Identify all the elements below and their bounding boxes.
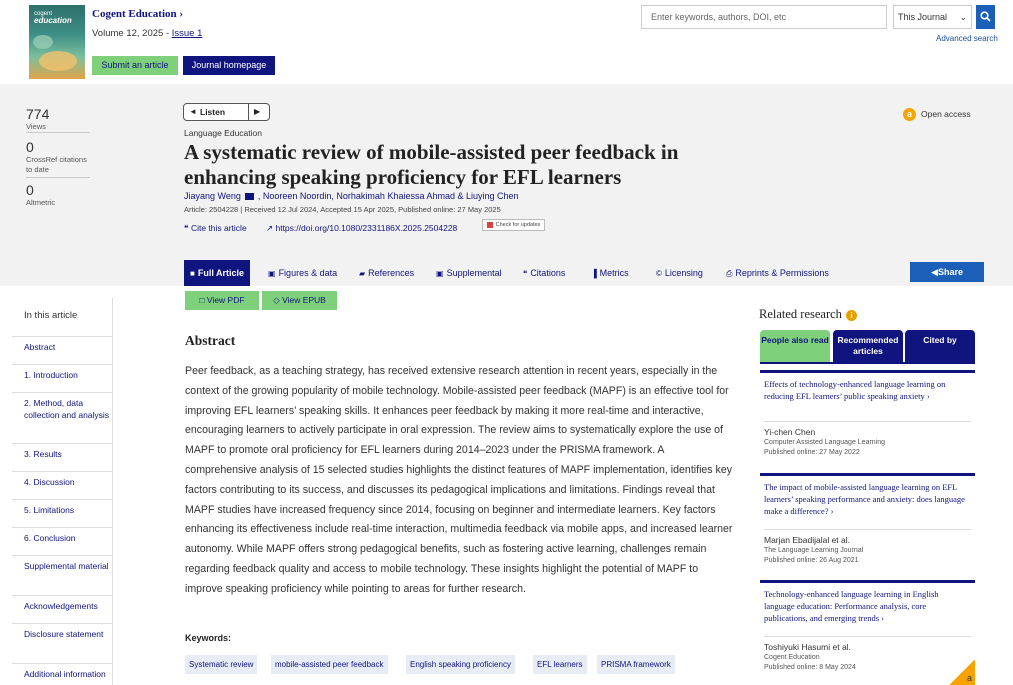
keyword-chip[interactable]: PRISMA framework — [597, 655, 675, 674]
view-pdf-label: View PDF — [206, 295, 245, 305]
metric-value: 774 — [26, 106, 50, 122]
tab-label: Supplemental — [446, 268, 502, 278]
quote-icon: ❝ — [184, 223, 191, 233]
toc-item[interactable]: 1. Introduction — [12, 364, 112, 392]
related-article-author: Yi-chen Chen — [764, 427, 816, 437]
submit-article-button[interactable]: Submit an article — [92, 56, 178, 75]
tab-label: Citations — [530, 268, 566, 278]
cover-journal-name: education — [34, 16, 72, 25]
related-article-title[interactable]: The impact of mobile-assisted language learning on EFL learners’ speaking performance and anxiety: does language make a difference? › — [764, 482, 965, 516]
view-epub-button[interactable] — [262, 291, 337, 310]
cover-art-shape — [33, 35, 53, 49]
open-access-label: Open access — [921, 108, 971, 119]
plus-square-icon: ▣ — [436, 269, 444, 278]
envelope-icon[interactable] — [245, 193, 254, 200]
copyright-icon: © — [656, 269, 662, 278]
tab-recommended-articles[interactable]: Recommended articles — [833, 330, 903, 362]
metric-views — [26, 106, 90, 133]
external-link-icon: ↗ — [266, 223, 276, 233]
author-list — [184, 191, 519, 201]
metric-label: Altmetric — [26, 198, 56, 207]
volume-issue — [92, 28, 202, 39]
print-icon: ⎙ — [726, 269, 733, 278]
view-pdf-button[interactable] — [185, 291, 259, 310]
cite-label: Cite this article — [190, 223, 247, 233]
info-icon[interactable]: i — [846, 310, 857, 321]
image-icon: ▣ — [268, 269, 276, 278]
search-scope-value: This Journal — [898, 12, 948, 22]
open-access-badge — [903, 108, 971, 121]
tab-label: Reprints & Permissions — [735, 268, 829, 278]
search-input[interactable] — [641, 5, 887, 29]
bar-chart-icon: ▐ — [591, 269, 597, 278]
related-research-heading — [759, 307, 857, 322]
toc-item[interactable]: 3. Results — [12, 443, 112, 471]
article-meta: Article: 2504228 | Received 12 Jul 2024, Accepted 15 Apr 2025, Published online: 27 May 2025 — [184, 205, 501, 214]
document-icon: ■ — [190, 269, 195, 278]
related-article-card — [760, 580, 975, 685]
tab-licensing[interactable] — [656, 260, 703, 286]
related-article-card — [760, 370, 975, 466]
view-epub-label: View EPUB — [282, 295, 326, 305]
related-article-date: Published online: 27 May 2022 — [764, 449, 860, 456]
related-article-date: Published online: 26 Aug 2021 — [764, 557, 859, 564]
related-article-title[interactable]: Effects of technology-enhanced language learning on reducing EFL learners’ public speaking anxiety › — [764, 379, 946, 401]
toc-heading: In this article — [24, 310, 78, 321]
check-updates-button[interactable] — [482, 219, 545, 231]
toc-item[interactable]: Supplemental material — [12, 555, 112, 595]
metric-value: 0 — [26, 182, 34, 198]
related-article-author: Toshiyuki Hasumi et al. — [764, 642, 851, 652]
related-article-author: Marjan Ebadijalal et al. — [764, 535, 850, 545]
open-access-icon: a — [903, 108, 916, 121]
quote-icon: ❝ — [523, 269, 528, 278]
tab-label: Figures & data — [278, 268, 338, 278]
toc-item[interactable]: Disclosure statement — [12, 623, 112, 663]
toc-item[interactable]: Acknowledgements — [12, 595, 112, 623]
listen-label: Listen — [200, 107, 226, 117]
site-header — [0, 0, 1013, 84]
tab-figures-data[interactable] — [268, 260, 337, 286]
abstract-text: Peer feedback, as a teaching strategy, has received extensive research attention in recent years, especially in the context of the growing popularity of mobile technology. Mobile-assisted peer feedback (MAPF) is an effective tool for improving EFL learners’ speaking skills. It enhances peer feedback by making it more real-time and interactive, encouraging learners to actively participate in oral expression. The review aims to systematically explore the use of MAPF to promote oral proficiency for EFL learners during 2014–2023 under the PRISMA framework. A comprehensive analysis of 15 selected studies highlights the distinct features of MAPF implementation, identifies key factors contributing to its success, and discusses its pedagogical implications and limitations. Findings reveal that MAPF studies have increased frequency since 2014, focusing on beginner and intermediate learners. Key factors enhancing its effectiveness include real-time interaction, multimedia feedback via mobile apps, and increased learner autonomy. While MAPF offers strong pedagogical benefits, such as fostering active learning, challenges remain regarding feedback quality and access to mobile technology. These insights highlight the potential of MAPF to improve speaking proficiency while pointing to areas for further research. — [185, 365, 733, 595]
toc-item[interactable]: Abstract — [12, 336, 112, 364]
book-icon: ▰ — [359, 269, 366, 278]
doi-link[interactable] — [266, 223, 457, 234]
tab-full-article[interactable] — [184, 260, 250, 286]
related-article-date: Published online: 8 May 2024 — [764, 664, 856, 671]
journal-name-link[interactable]: Cogent Education › — [92, 8, 184, 20]
speaker-icon: ◄ — [189, 107, 197, 116]
toc-item[interactable]: Additional information — [12, 663, 112, 685]
author-link[interactable]: Jiayang Weng — [184, 191, 241, 201]
cover-journal-word: cogent — [34, 11, 53, 17]
search-icon — [980, 11, 991, 22]
tab-cited-by[interactable]: Cited by — [905, 330, 975, 362]
cover-art-shape — [39, 51, 77, 71]
play-icon[interactable]: ▶ — [254, 107, 261, 116]
related-heading-label: Related research — [759, 307, 842, 321]
share-icon: ◀ — [931, 267, 938, 277]
metric-label: CrossRef citations to date — [26, 155, 87, 174]
tab-metrics[interactable] — [591, 260, 629, 286]
issue-link[interactable]: Issue 1 — [171, 28, 203, 39]
related-article-journal: Computer Assisted Language Learning — [764, 439, 886, 446]
tab-supplemental[interactable] — [436, 260, 502, 286]
article-category: Language Education — [184, 128, 262, 138]
metric-crossref[interactable] — [26, 139, 90, 178]
tab-references[interactable] — [359, 260, 414, 286]
tab-label: References — [368, 268, 415, 278]
search-button[interactable] — [976, 5, 995, 29]
advanced-search-link[interactable]: Advanced search — [936, 34, 998, 43]
related-article-journal: The Language Learning Journal — [764, 547, 864, 554]
tab-label: Metrics — [599, 268, 629, 278]
related-article-title[interactable]: Technology-enhanced language learning in English language education: Performance analysis, core publications, and emerging trends › — [764, 589, 939, 623]
open-access-corner-icon — [949, 660, 975, 685]
journal-homepage-button[interactable]: Journal homepage — [183, 56, 275, 75]
listen-player[interactable] — [183, 103, 270, 121]
toc-item[interactable]: 6. Conclusion — [12, 527, 112, 555]
author-links[interactable]: , Nooreen Noordin, Norhakimah Khaiessa Ahmad & Liuying Chen — [257, 191, 519, 201]
toc-item[interactable]: 4. Discussion — [12, 471, 112, 499]
cite-article-link[interactable] — [184, 223, 247, 234]
toc-item[interactable]: 5. Limitations — [12, 499, 112, 527]
tab-citations[interactable] — [523, 260, 565, 286]
metric-label: Views — [26, 122, 46, 131]
tab-label: Full Article — [197, 268, 245, 278]
journal-cover-image[interactable] — [29, 5, 85, 79]
related-article-card — [760, 473, 975, 573]
tab-people-also-read[interactable]: People also read — [760, 330, 830, 362]
chevron-down-icon: ⌄ — [959, 12, 967, 22]
epub-icon: ◇ — [273, 295, 283, 305]
related-article-journal: Cogent Education — [764, 654, 820, 661]
pdf-icon: □ — [199, 295, 207, 305]
article-title: A systematic review of mobile-assisted peer feedback in enhancing speaking proficiency for EFL learners — [184, 140, 679, 189]
abstract-heading: Abstract — [185, 333, 236, 348]
doi-label: https://doi.org/10.1080/2331186X.2025.2504228 — [275, 223, 458, 233]
share-button[interactable] — [910, 262, 984, 282]
check-updates-label: Check for updates — [495, 222, 541, 228]
keywords-heading: Keywords: — [185, 633, 232, 643]
article-toc — [12, 298, 113, 685]
metric-altmetric[interactable] — [26, 182, 90, 212]
toc-item[interactable]: 2. Method, data collection and analysis — [12, 392, 112, 443]
volume-text: Volume 12, 2025 - — [92, 28, 172, 39]
metric-value: 0 — [26, 139, 34, 155]
keyword-chip[interactable]: Systematic review — [185, 655, 257, 674]
open-access-icon: a — [966, 673, 972, 683]
divider — [760, 362, 975, 364]
keyword-chip[interactable]: EFL learners — [533, 655, 587, 674]
keyword-chip[interactable]: mobile-assisted peer feedback — [271, 655, 388, 674]
share-label: Share — [937, 267, 963, 277]
tab-label: Licensing — [664, 268, 703, 278]
crossmark-icon — [487, 222, 493, 228]
tab-reprints-permissions[interactable] — [726, 260, 829, 286]
search-scope-select[interactable] — [893, 5, 972, 29]
divider — [248, 104, 249, 120]
keyword-chip[interactable]: English speaking proficiency — [406, 655, 515, 674]
